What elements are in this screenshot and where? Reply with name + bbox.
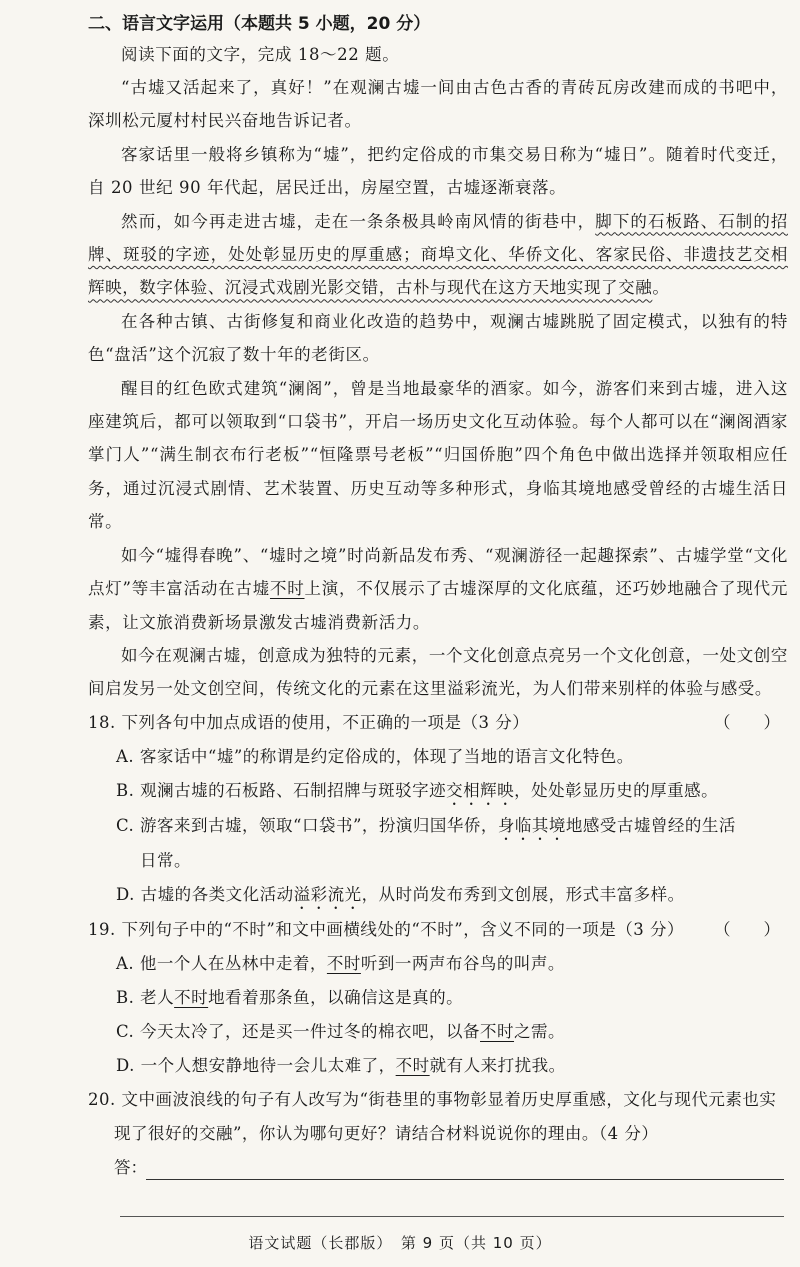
opt-text: B. 观澜古墟的石板路、石制招牌与斑驳字迹 xyxy=(116,780,447,800)
opt-text: A. 他一个人在丛林中走着， xyxy=(116,953,327,973)
passage-paragraph-4: 在各种古镇、古街修复和商业化改造的趋势中，观澜古墟跳脱了固定模式，以独有的特色“盘活”这个沉寂了数十年的老街区。 xyxy=(88,311,788,365)
passage-paragraph-6 xyxy=(88,539,788,639)
dotted-idiom: 身临其境 xyxy=(497,815,566,835)
passage-paragraph-2: 客家话里一般将乡镇称为“墟”，把约定俗成的市集交易日称为“墟日”。随着时代变迁，自 20 世纪 90 年代起，居民迁出，房屋空置，古墟逐渐衰落。 xyxy=(88,144,788,198)
opt-text: ，处处彰显历史的厚重感。 xyxy=(514,780,719,800)
wavy-underlined-sentence: 脚下的石板路、石制的招牌、斑驳的字迹，处处彰显历史的厚重感；商埠文化、华侨文化、客家民俗、非遗技艺交相辉映，数字体验、沉浸式戏剧光影交错，古朴与现代在这方天地实现了交融 xyxy=(88,211,788,298)
passage-paragraph-3 xyxy=(88,205,788,305)
opt-text: 地感受古墟曾经的生活 xyxy=(565,815,736,835)
q20-answer-area[interactable] xyxy=(88,1151,788,1185)
q18-answer-paren: （ ） xyxy=(714,712,780,732)
underlined-buShi: 不时 xyxy=(269,579,305,599)
underlined-buShi: 不时 xyxy=(480,1021,515,1041)
passage-instruction: 阅读下面的文字，完成 18～22 题。 xyxy=(121,45,400,64)
section-title: 二、语言文字运用（本题共 5 小题，20 分） xyxy=(88,14,431,34)
question-18 xyxy=(88,706,788,740)
opt-text: B. 老人 xyxy=(116,987,175,1007)
q19-stem: 19. 下列句子中的“不时”和文中画横线处的“不时”，含义不同的一项是（3 分） xyxy=(88,919,684,939)
p3-end: 。 xyxy=(652,278,670,298)
opt-text: 听到一两声布谷鸟的叫声。 xyxy=(360,953,565,973)
opt-text: 之需。 xyxy=(514,1021,566,1041)
q19-option-b xyxy=(88,981,788,1015)
p6-text: 如今“墟得春晚”、“墟时之境”时尚新品发布秀、“观澜游径一起趣探索”、古墟学堂“文化点灯”等丰富活动在古墟 xyxy=(88,545,788,599)
q18-stem: 18. 下列各句中加点成语的使用，不正确的一项是（3 分） xyxy=(88,712,530,732)
dotted-idiom: 交相辉映 xyxy=(446,780,515,800)
p3-text: 然而，如今再走进古墟，走在一条条极具岭南风情的街巷中， xyxy=(121,211,596,231)
q19-option-c xyxy=(88,1015,788,1049)
passage-paragraph-1: “古墟又活起来了，真好！”在观澜古墟一间由古色古香的青砖瓦房改建而成的书吧中，深圳松元厦村村民兴奋地告诉记者。 xyxy=(88,78,788,131)
q18-option-c xyxy=(88,809,788,878)
opt-text: 日常。 xyxy=(140,850,191,870)
q18-option-d xyxy=(88,878,788,913)
opt-text: 的，体现了当地的语言文化特色。 xyxy=(378,746,634,766)
passage-paragraph-5: 醒目的红色欧式建筑“澜阁”，曾是当地最豪华的酒家。如今，游客们来到古墟，进入这座建筑后，都可以领取到“口袋书”，开启一场历史文化互动体验。每个人都可以在“澜阁酒家掌门人”“满生制衣布行老板”“恒隆票号老板”“归国侨胞”四个角色中做出选择并领取相应任务，通过沉浸式剧情、艺术装置、历史互动等多种形式，身临其境地感受曾经的古墟生活日常。 xyxy=(88,378,788,532)
underlined-buShi: 不时 xyxy=(326,953,361,973)
footer-separator xyxy=(120,1216,784,1217)
underlined-buShi: 不时 xyxy=(395,1055,430,1075)
opt-text: A. 客家话中“墟”的称谓是 xyxy=(116,746,311,766)
q18-option-a xyxy=(88,740,788,774)
q18-option-b xyxy=(88,774,788,809)
question-19 xyxy=(88,913,788,947)
p6-end: 上演，不仅展示了古墟深厚的文化底蕴，还巧妙地融合了现代元素，让文旅消费新场景激发古墟消费新活力。 xyxy=(88,579,788,632)
exam-page xyxy=(88,10,788,1185)
q19-option-d xyxy=(88,1049,788,1083)
answer-label: 答： xyxy=(114,1157,147,1177)
opt-text: C. 今天太冷了，还是买一件过冬的棉衣吧，以备 xyxy=(116,1021,481,1041)
opt-text: D. 古墟的各类文化活动 xyxy=(116,884,294,904)
q19-answer-paren: （ ） xyxy=(714,919,780,939)
opt-text: 地看着那条鱼，以确信这是真的。 xyxy=(208,987,464,1007)
opt-text: ，从时尚发布秀到文创展，形式丰富多样。 xyxy=(361,884,685,904)
passage-paragraph-7: 如今在观澜古墟，创意成为独特的元素，一个文化创意点亮另一个文化创意，一处文创空间启发另一处文创空间，传统文化的元素在这里溢彩流光，为人们带来别样的体验与感受。 xyxy=(88,645,788,699)
dotted-idiom: 溢彩流光 xyxy=(293,884,362,904)
question-20-stem: 20. 文中画波浪线的句子有人改写为“街巷里的事物彰显着历史厚重感，文化与现代元素也实现了很好的交融”，你认为哪句更好？请结合材料说说你的理由。（4 分） xyxy=(88,1089,777,1143)
page-footer: 语文试题（长郡版） 第 9 页（共 10 页） xyxy=(248,1234,552,1252)
opt-text: 就有人来打扰我。 xyxy=(429,1055,566,1075)
underlined-buShi: 不时 xyxy=(174,987,209,1007)
opt-text: C. 游客来到古墟，领取“口袋书”，扮演归国华侨， xyxy=(116,815,498,835)
opt-text: 约定俗成 xyxy=(310,746,379,766)
q19-option-a xyxy=(88,947,788,981)
answer-rule xyxy=(146,1179,784,1180)
opt-text: D. 一个人想安静地待一会儿太难了， xyxy=(116,1055,396,1075)
